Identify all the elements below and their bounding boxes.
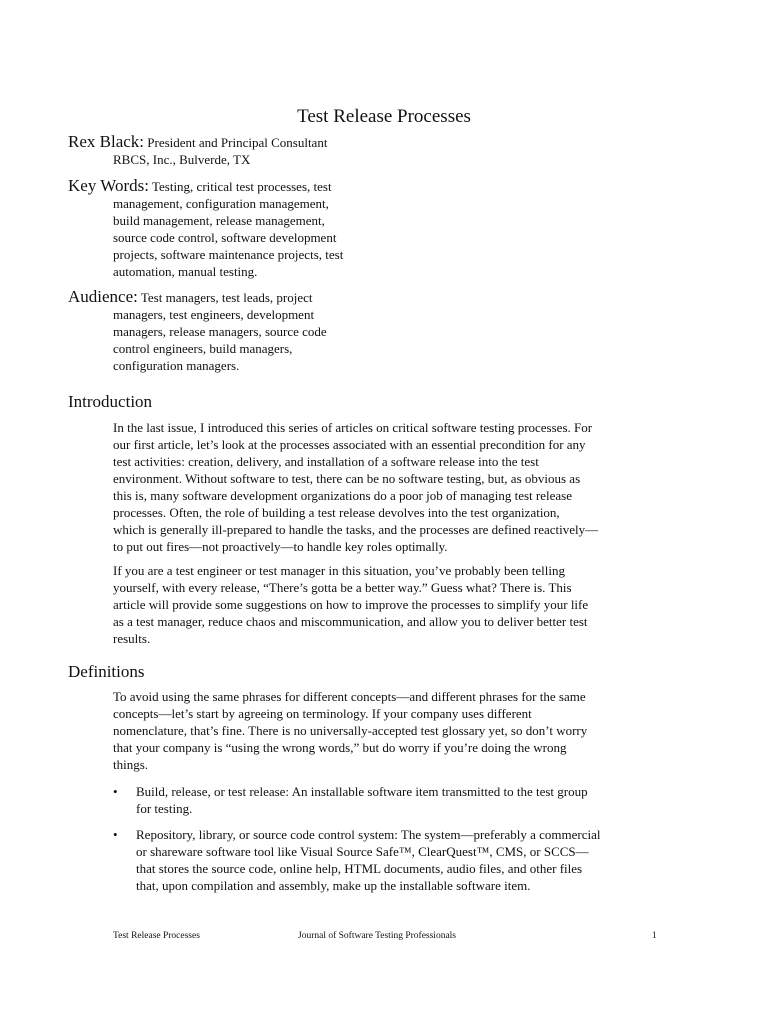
text-line: concepts—let’s start by agreeing on terminology. If your company uses different [113,706,532,721]
audience-block [68,288,468,374]
audience-line: managers, release managers, source code [113,324,327,339]
text-line: environment. Without software to test, there can be no software testing, but, as obvious as [113,471,581,486]
keywords-block [68,177,468,280]
text-line: things. [113,757,149,772]
introduction-paragraph-2 [113,562,668,647]
text-line: as a test manager, reduce chaos and miscommunication, and allow you to deliver better test [113,614,588,629]
audience-line: managers, test engineers, development [113,307,315,322]
text-line: To avoid using the same phrases for different concepts—and different phrases for the same [113,689,586,704]
audience-line: configuration managers. [113,358,240,373]
text-line: If you are a test engineer or test manager in this situation, you’ve probably been telling [113,563,565,578]
text-line: results. [113,631,151,646]
text-line: Build, release, or test release: An installable software item transmitted to the test group [136,784,588,799]
definitions-paragraph [113,688,668,773]
text-line: this is, many software development organizations do a poor job of managing test release [113,488,572,503]
text-line: In the last issue, I introduced this series of articles on critical software testing processes. For [113,420,593,435]
author-label: Rex Black: [68,132,145,151]
footer-page-number: 1 [652,931,657,941]
keywords-line: projects, software maintenance projects, test [113,247,344,262]
text-line: article will provide some suggestions on how to improve the processes to simplify your life [113,597,589,612]
text-line: yourself, with every release, “There’s gotta be a better way.” Guess what? There is. This [113,580,572,595]
keywords-line: Testing, critical test processes, test [151,179,332,194]
text-line: that your company is “using the wrong words,” but do worry if you’re doing the wrong [113,740,567,755]
keywords-label: Key Words: [68,176,149,195]
keywords-line: source code control, software development [113,230,337,245]
text-line: that, upon compilation and assembly, make up the installable software item. [136,878,531,893]
definition-bullet [113,783,668,817]
footer-left: Test Release Processes [113,931,200,941]
introduction-paragraph-1 [113,419,668,555]
keywords-line: management, configuration management, [113,196,329,211]
footer-journal: Journal of Software Testing Professionals [298,931,456,941]
author-block [68,133,468,168]
text-line: test activities: creation, delivery, and installation of a software release into the test [113,454,539,469]
text-line: nomenclature, that’s fine. There is no universally-accepted test glossary yet, so don’t worry [113,723,588,738]
keywords-line: automation, manual testing. [113,264,258,279]
introduction-heading: Introduction [68,392,153,411]
text-line: for testing. [136,801,193,816]
bullet-marker: • [113,827,118,842]
text-line: to put out fires—not proactively—to handle key roles optimally. [113,539,448,554]
author-org: RBCS, Inc., Bulverde, TX [113,152,251,167]
audience-line: Test managers, test leads, project [140,290,313,305]
text-line: processes. Often, the role of building a test release devolves into the test organization, [113,505,560,520]
text-line: or shareware software tool like Visual Source Safe™, ClearQuest™, CMS, or SCCS— [136,844,589,859]
text-line: which is generally ill-prepared to handle the tasks, and the processes are defined reactively— [113,522,599,537]
audience-label: Audience: [68,287,138,306]
text-line: our first article, let’s look at the processes associated with an essential precondition for any [113,437,586,452]
text-line: Repository, library, or source code control system: The system—preferably a commercial [136,827,601,842]
definitions-heading: Definitions [68,662,145,681]
bullet-marker: • [113,784,118,799]
author-role: President and Principal Consultant [147,135,328,150]
keywords-line: build management, release management, [113,213,325,228]
audience-line: control engineers, build managers, [113,341,293,356]
document-title: Test Release Processes [297,106,471,127]
text-line: that stores the source code, online help, HTML documents, audio files, and other files [136,861,583,876]
definition-bullet [113,826,668,894]
